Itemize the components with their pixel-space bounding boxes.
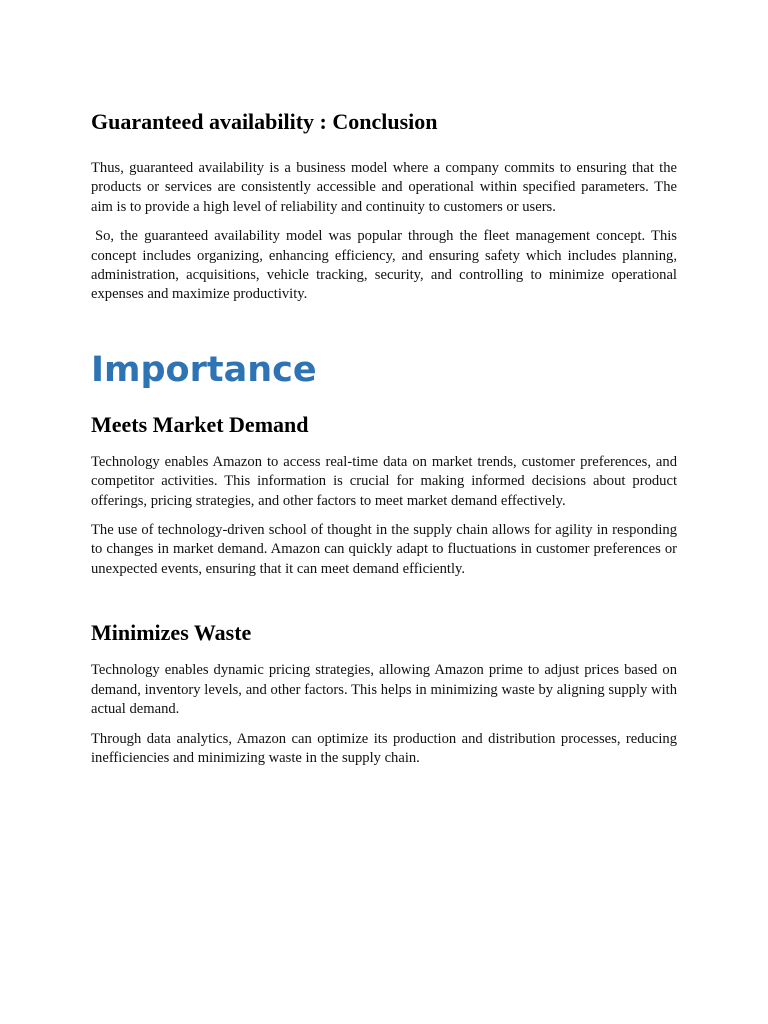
conclusion-heading: Guaranteed availability : Conclusion [91,109,438,134]
document-body [91,108,677,768]
market-demand-paragraph-1: Technology enables Amazon to access real-time data on market trends, customer preferences, and competitor activities. This information is crucial for making informed decisions about product offerings, pricing strategies, and other factors to meet market demand effectively. [91,453,677,509]
market-demand-heading: Meets Market Demand [91,411,309,437]
minimizes-waste-paragraph-1: Technology enables dynamic pricing strategies, allowing Amazon prime to adjust prices based on demand, inventory levels, and other factors. This helps in minimizing waste by aligning supply with actual demand. [91,662,677,718]
importance-heading: Importance [91,349,317,390]
market-demand-paragraph-2: The use of technology-driven school of thought in the supply chain allows for agility in responding to changes in market demand. Amazon can quickly adapt to fluctuations in customer preferences or unexpected events, ensuring that it can meet demand efficiently. [91,522,677,577]
minimizes-waste-heading: Minimizes Waste [91,620,252,646]
minimizes-waste-paragraph-2: Through data analytics, Amazon can optimize its production and distribution processes, reducing inefficiencies and minimizing waste in the supply chain. [91,730,677,766]
conclusion-paragraph-2: So, the guaranteed availability model was popular through the fleet management concept. This concept includes organizing, enhancing efficiency, and ensuring safety which includes planning, administration, acquisitions, vehicle tracking, security, and controlling to minimize operational expenses and maximize productivity. [91,228,677,303]
conclusion-paragraph-1: Thus, guaranteed availability is a business model where a company commits to ensuring that the products or services are consistently accessible and operational within specified parameters. The aim is to provide a high level of reliability and continuity to customers or users. [91,160,677,215]
